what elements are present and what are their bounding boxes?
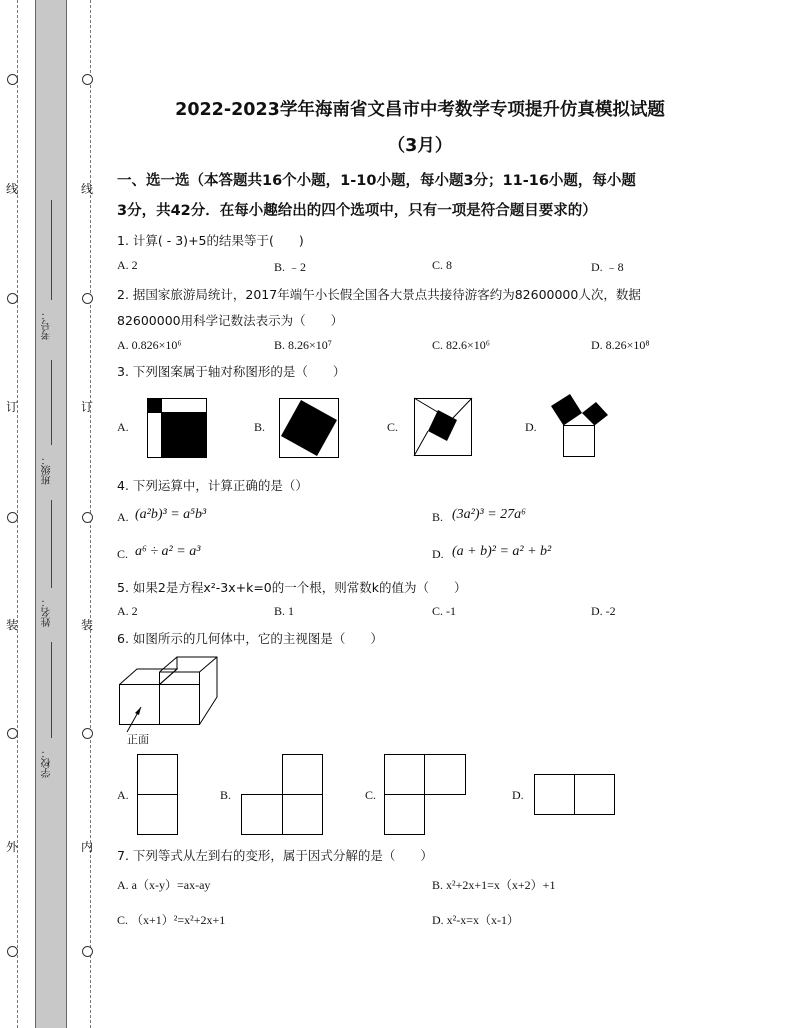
q5-option-d[interactable]: D. -2 bbox=[591, 604, 616, 618]
q4-option-b-label[interactable]: B. bbox=[432, 510, 444, 524]
q7-option-d[interactable]: D. x²-x=x（x-1） bbox=[432, 913, 520, 927]
q6-option-b[interactable]: B. bbox=[220, 788, 232, 802]
binding-hole bbox=[7, 728, 18, 739]
binding-char-left: 装 bbox=[6, 618, 19, 632]
q4-option-b[interactable]: (3a²)³ = 27a⁶ bbox=[452, 507, 527, 522]
question-6-stem: 6. 如图所示的几何体中，它的主视图是（ ） bbox=[117, 631, 383, 646]
binding-hole bbox=[7, 74, 18, 85]
binding-hole bbox=[82, 728, 93, 739]
q2-option-b[interactable]: B. 8.26×10⁷ bbox=[274, 338, 332, 352]
school-label: 学校： bbox=[42, 748, 53, 778]
q2-option-a[interactable]: A. 0.826×10⁶ bbox=[117, 338, 182, 352]
q5-option-b[interactable]: B. 1 bbox=[274, 604, 295, 618]
question-5-stem: 5. 如果2是方程x²-3x+k=0的一个根，则常数k的值为（ ） bbox=[117, 580, 467, 595]
name-label: 姓名： bbox=[42, 597, 53, 627]
q6-option-c[interactable]: C. bbox=[365, 788, 377, 802]
binding-hole bbox=[7, 512, 18, 523]
q3-figure-a bbox=[147, 398, 207, 458]
q4-option-a[interactable]: (a²b)³ = a⁵b³ bbox=[135, 507, 207, 522]
q2-option-c[interactable]: C. 82.6×10⁶ bbox=[432, 338, 490, 352]
section-heading bbox=[117, 166, 687, 226]
q4-option-a-label[interactable]: A. bbox=[117, 510, 129, 524]
class-field[interactable] bbox=[51, 360, 52, 445]
q4-option-c-label[interactable]: C. bbox=[117, 547, 129, 561]
q3-option-a[interactable]: A. bbox=[117, 420, 129, 434]
class-label: 班级： bbox=[42, 455, 53, 485]
exam-number-field[interactable] bbox=[51, 200, 52, 300]
question-2-stem-cont: 82600000用科学记数法表示为（ ） bbox=[117, 313, 344, 328]
page-subtitle: （3月） bbox=[387, 136, 453, 156]
q5-option-a[interactable]: A. 2 bbox=[117, 604, 138, 618]
q5-option-c[interactable]: C. -1 bbox=[432, 604, 456, 618]
q2-option-d[interactable]: D. 8.26×10⁸ bbox=[591, 338, 650, 352]
question-4-stem: 4. 下列运算中，计算正确的是（） bbox=[117, 478, 308, 493]
page-title: 2022-2023学年海南省文昌市中考数学专项提升仿真模拟试题 bbox=[175, 100, 665, 120]
binding-char-left: 订 bbox=[6, 400, 19, 414]
q6-figure-d bbox=[534, 774, 616, 816]
q3-option-c[interactable]: C. bbox=[387, 420, 399, 434]
q6-figure-c bbox=[384, 754, 468, 836]
q3-option-d[interactable]: D. bbox=[525, 420, 537, 434]
q3-figure-d bbox=[548, 392, 610, 458]
q4-option-d-label[interactable]: D. bbox=[432, 547, 444, 561]
binding-hole bbox=[82, 512, 93, 523]
binding-char-right: 线 bbox=[81, 182, 94, 196]
q4-option-c[interactable]: a⁶ ÷ a² = a³ bbox=[135, 544, 201, 559]
school-field[interactable] bbox=[51, 642, 52, 738]
q1-option-d[interactable]: D. ﹣8 bbox=[591, 260, 624, 274]
q7-option-b[interactable]: B. x²+2x+1=x（x+2）+1 bbox=[432, 878, 556, 892]
binding-char-right: 内 bbox=[81, 840, 94, 854]
q6-option-a[interactable]: A. bbox=[117, 788, 129, 802]
q4-option-d[interactable]: (a + b)² = a² + b² bbox=[452, 544, 552, 559]
question-3-stem: 3. 下列图案属于轴对称图形的是（ ） bbox=[117, 364, 346, 379]
q6-option-d[interactable]: D. bbox=[512, 788, 524, 802]
binding-char-left: 外 bbox=[6, 840, 19, 854]
q6-figure-b bbox=[241, 754, 325, 836]
q1-option-a[interactable]: A. 2 bbox=[117, 258, 138, 272]
binding-hole bbox=[7, 293, 18, 304]
binding-char-left: 线 bbox=[6, 182, 19, 196]
section-heading-line: 3分，共42分．在每小趣给出的四个选项中，只有一项是符合题目要求的） bbox=[117, 203, 597, 219]
q3-figure-c bbox=[414, 398, 472, 456]
q3-option-b[interactable]: B. bbox=[254, 420, 266, 434]
q1-option-b[interactable]: B. ﹣2 bbox=[274, 260, 307, 274]
binding-hole bbox=[7, 946, 18, 957]
binding-hole bbox=[82, 74, 93, 85]
binding-hole bbox=[82, 946, 93, 957]
q7-option-a[interactable]: A. a（x-y）=ax-ay bbox=[117, 878, 211, 892]
question-7-stem: 7. 下列等式从左到右的变形，属于因式分解的是（ ） bbox=[117, 848, 433, 863]
q6-front-label: 正面 bbox=[127, 733, 149, 746]
question-2-stem: 2. 据国家旅游局统计，2017年端午小长假全国各大景点共接待游客约为82600000人次，数据 bbox=[117, 287, 641, 302]
exam-number-label: 考号： bbox=[42, 310, 53, 340]
q1-option-c[interactable]: C. 8 bbox=[432, 258, 453, 272]
q6-figure-a bbox=[137, 754, 179, 836]
binding-char-right: 订 bbox=[81, 400, 94, 414]
name-field[interactable] bbox=[51, 500, 52, 588]
binding-hole bbox=[82, 293, 93, 304]
q7-option-c[interactable]: C. （x+1）²=x²+2x+1 bbox=[117, 913, 226, 927]
question-1-stem: 1. 计算( - 3)+5的结果等于( ) bbox=[117, 233, 304, 248]
q3-figure-b bbox=[279, 398, 339, 458]
section-heading-line: 一、选一选（本答题共16个小题，1-10小题，每小题3分；11-16小题，每小题 bbox=[117, 173, 636, 189]
binding-char-right: 装 bbox=[81, 618, 94, 632]
